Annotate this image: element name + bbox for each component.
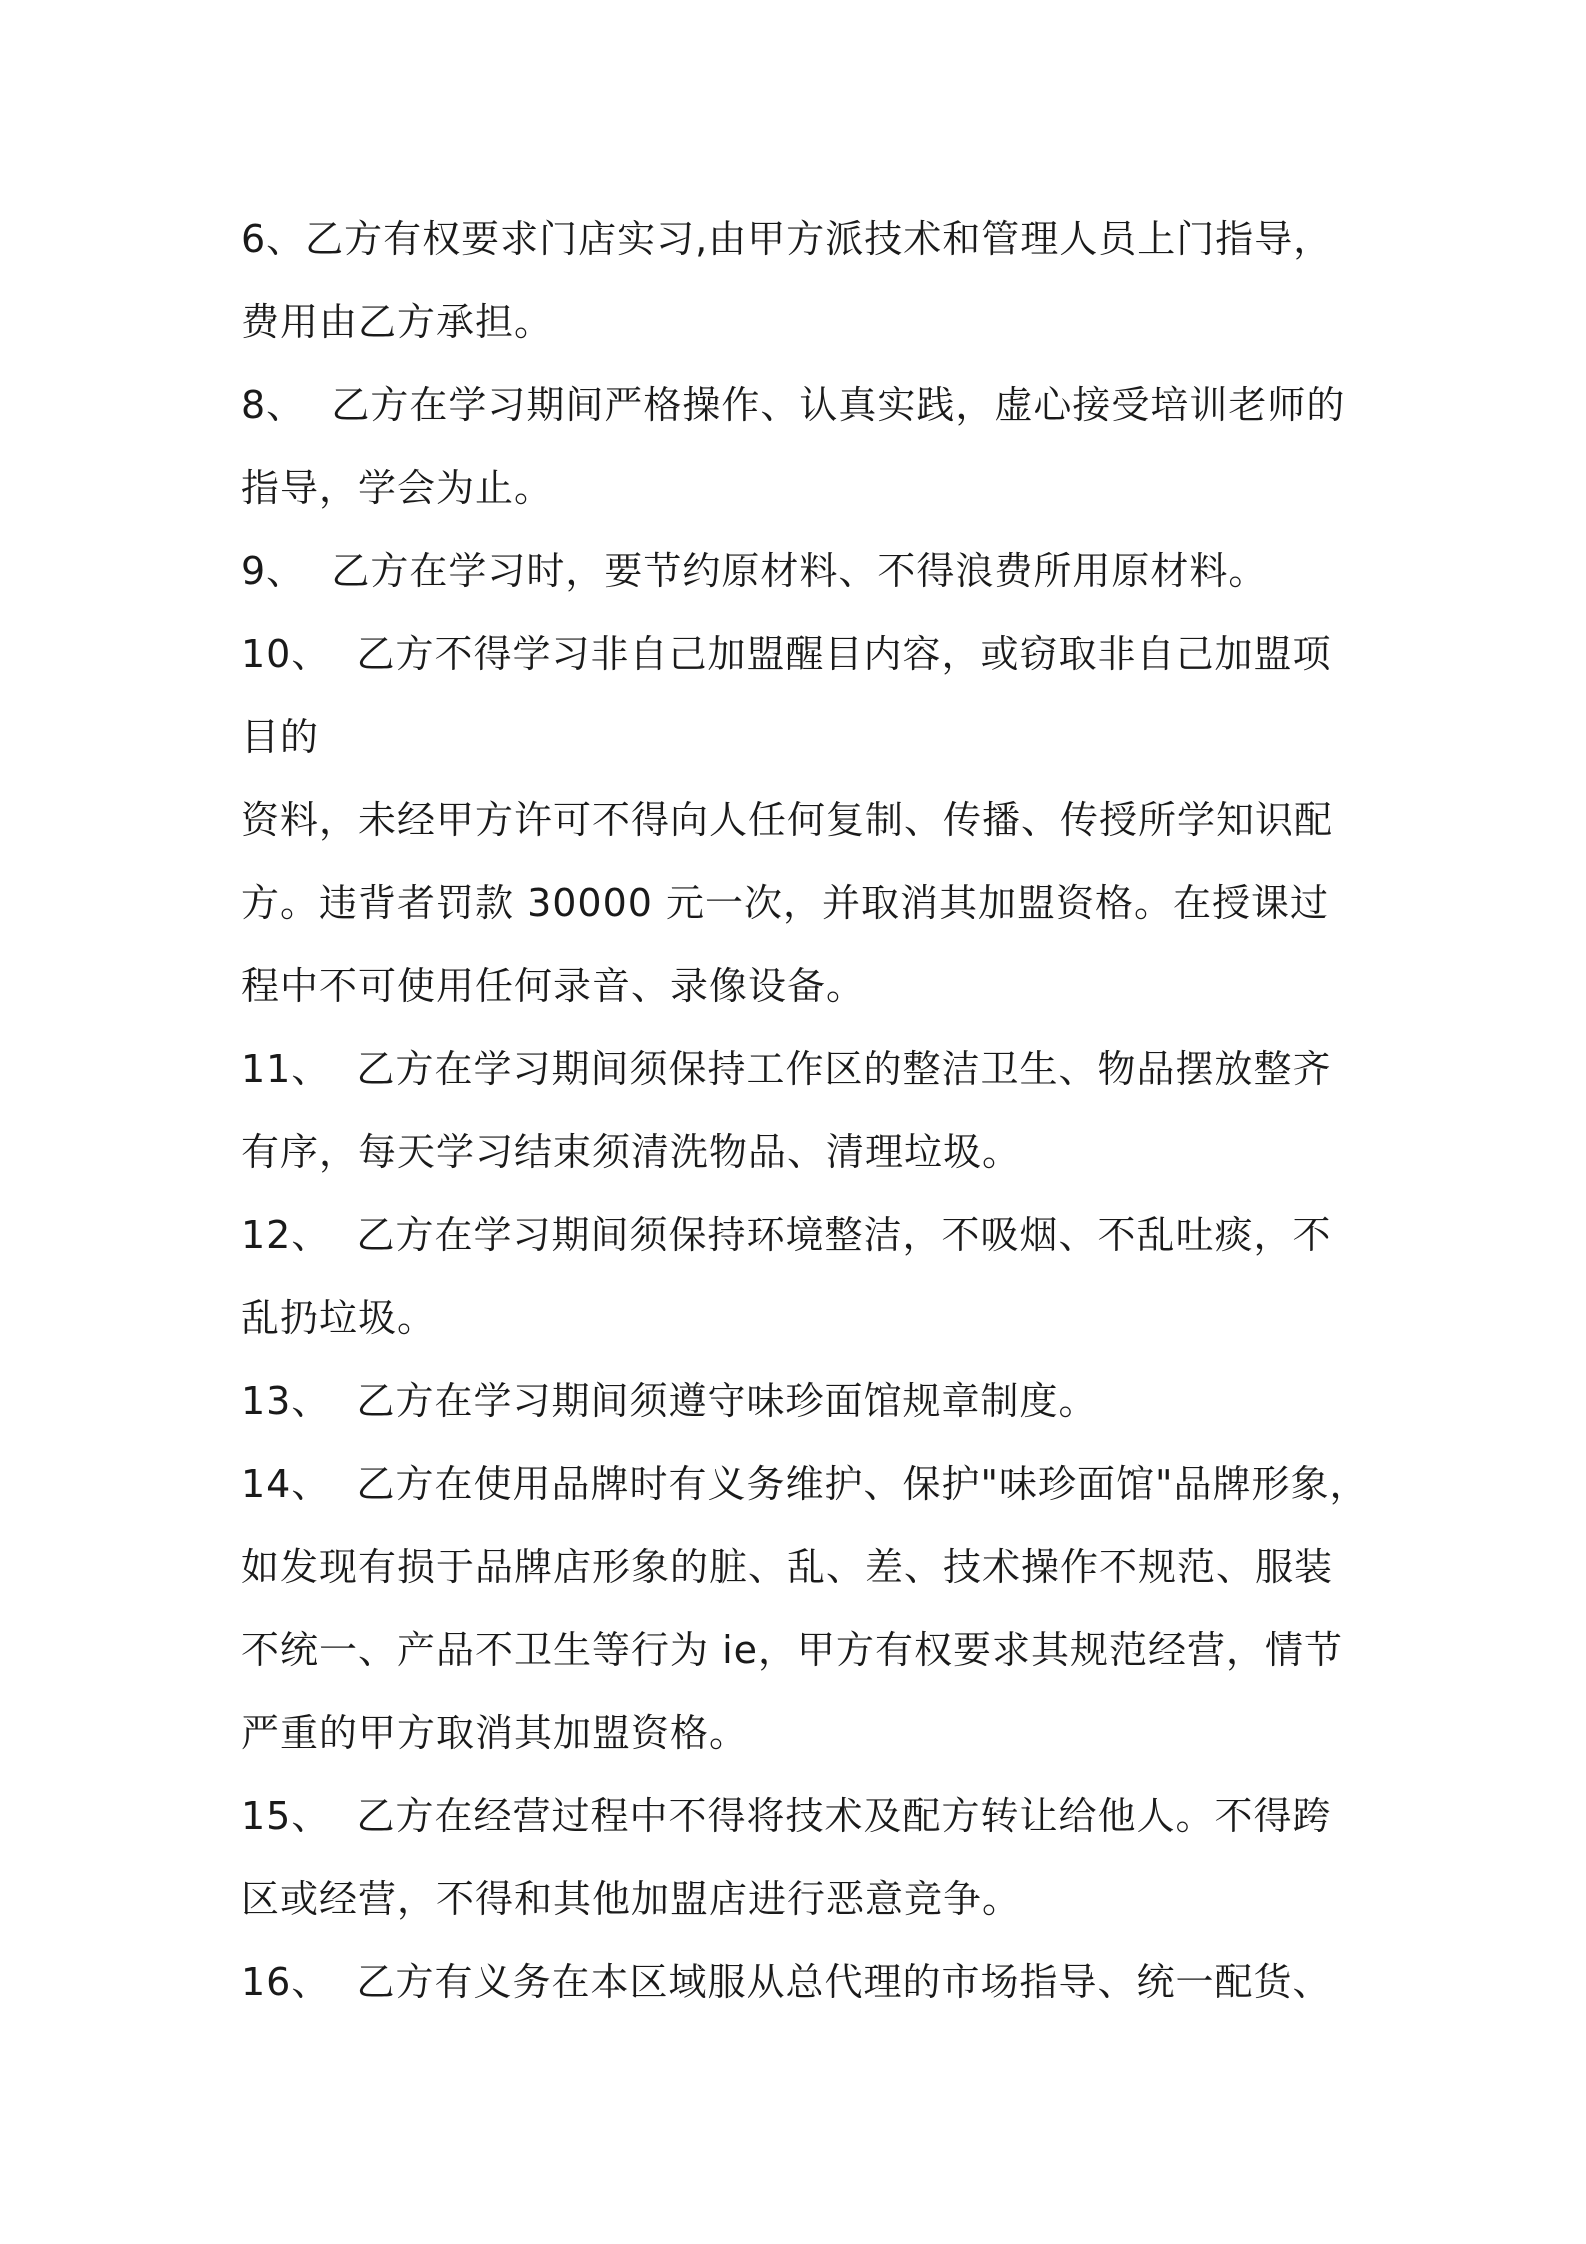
text-line: 方。违背者罚款 30000 元一次，并取消其加盟资格。在授课过	[241, 881, 1330, 925]
text-line: 8、 乙方在学习期间严格操作、认真实践，虚心接受培训老师的	[241, 383, 1346, 427]
text-line: 11、 乙方在学习期间须保持工作区的整洁卫生、物品摆放整齐	[241, 1047, 1332, 1091]
text-line: 资料，未经甲方许可不得向人任何复制、传播、传授所学知识配	[241, 798, 1334, 842]
text-line: 16、 乙方有义务在本区域服从总代理的市场指导、统一配货、	[241, 1960, 1332, 2004]
text-line: 严重的甲方取消其加盟资格。	[241, 1711, 749, 1755]
text-line: 6、乙方有权要求门店实习,由甲方派技术和管理人员上门指导，	[241, 217, 1333, 261]
document-body	[241, 198, 1391, 2024]
text-line: 指导，学会为止。	[241, 466, 554, 510]
text-line: 14、 乙方在使用品牌时有义务维护、保护"味珍面馆"品牌形象，	[241, 1462, 1369, 1506]
text-line: 15、 乙方在经营过程中不得将技术及配方转让给他人。不得跨	[241, 1794, 1332, 1838]
text-line: 9、 乙方在学习时，要节约原材料、不得浪费所用原材料。	[241, 549, 1268, 593]
text-line: 12、 乙方在学习期间须保持环境整洁，不吸烟、不乱吐痰，不	[241, 1213, 1332, 1257]
text-line: 如发现有损于品牌店形象的脏、乱、差、技术操作不规范、服装	[241, 1545, 1334, 1589]
text-line: 有序，每天学习结束须清洗物品、清理垃圾。	[241, 1130, 1022, 1174]
text-line: 乱扔垃圾。	[241, 1296, 437, 1340]
text-line: 区或经营，不得和其他加盟店进行恶意竞争。	[241, 1877, 1022, 1921]
text-line: 13、 乙方在学习期间须遵守味珍面馆规章制度。	[241, 1379, 1098, 1423]
text-line: 程中不可使用任何录音、录像设备。	[241, 964, 866, 1008]
text-line: 10、 乙方不得学习非自己加盟醒目内容，或窃取非自己加盟项	[241, 632, 1332, 676]
text-line: 目的	[241, 715, 320, 759]
text-line: 不统一、产品不卫生等行为 ie，甲方有权要求其规范经营，情节	[241, 1628, 1344, 1672]
text-line: 费用由乙方承担。	[241, 300, 554, 344]
